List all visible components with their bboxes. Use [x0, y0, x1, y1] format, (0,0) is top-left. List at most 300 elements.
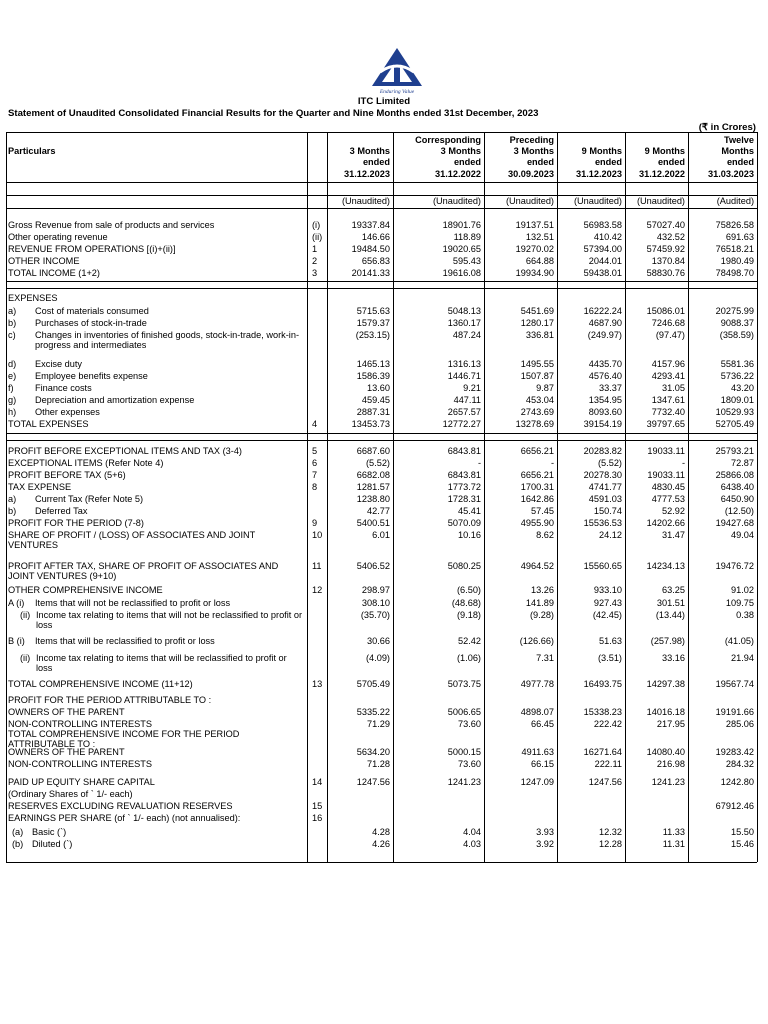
row-value: 19567.74 — [715, 679, 754, 689]
row-label: Items that will not be reclassified to profit or loss — [35, 598, 231, 608]
column-header-line: ended — [362, 157, 390, 168]
row-value: 0.38 — [736, 610, 754, 620]
table-rule — [6, 281, 757, 282]
row-value: 11.33 — [662, 827, 685, 837]
row-label: PAID UP EQUITY SHARE CAPITAL — [8, 777, 155, 787]
row-value: 16271.64 — [583, 747, 622, 757]
row-value: 19934.90 — [515, 268, 554, 278]
row-label: TAX EXPENSE — [8, 482, 72, 492]
column-audit-status: (Unaudited) — [505, 196, 554, 206]
row-value: 1247.09 — [520, 777, 554, 787]
row-value: 336.81 — [525, 330, 554, 340]
row-label: Basic (`) — [32, 827, 67, 837]
row-label: REVENUE FROM OPERATIONS [(i)+(ii)] — [8, 244, 176, 254]
row-value: 6656.21 — [520, 446, 554, 456]
row-value: 91.02 — [731, 585, 754, 595]
table-rule — [6, 862, 757, 863]
row-value: 56983.58 — [583, 220, 622, 230]
row-value: 109.75 — [725, 598, 754, 608]
row-value: 1586.39 — [356, 371, 390, 381]
row-label: Diluted (`) — [32, 839, 73, 849]
row-value: 19033.11 — [647, 446, 685, 456]
row-value: (6.50) — [456, 585, 481, 595]
row-value: 13278.69 — [515, 419, 554, 429]
row-value: 1579.37 — [356, 318, 390, 328]
row-value: 6656.21 — [520, 470, 554, 480]
row-label: PROFIT FOR THE PERIOD ATTRIBUTABLE TO : — [8, 695, 212, 705]
row-value: 19476.72 — [715, 561, 754, 571]
row-value: 2743.69 — [520, 407, 554, 417]
row-value: 73.60 — [458, 719, 481, 729]
row-label: PROFIT BEFORE TAX (5+6) — [8, 470, 126, 480]
row-value: 595.43 — [452, 256, 481, 266]
row-note-number: 8 — [312, 482, 318, 492]
row-value: 18901.76 — [442, 220, 481, 230]
row-value: 1507.87 — [520, 371, 554, 381]
row-value: 19020.65 — [442, 244, 481, 254]
row-prefix: a) — [8, 306, 17, 316]
row-label: Excise duty — [35, 359, 82, 369]
row-label: Items that will be reclassified to profit or loss — [35, 636, 215, 646]
row-value: (41.05) — [724, 636, 754, 646]
row-value: 1347.61 — [651, 395, 685, 405]
row-value: 1773.72 — [447, 482, 481, 492]
row-value: 2044.01 — [588, 256, 622, 266]
row-value: 6.01 — [372, 530, 390, 540]
row-label: PROFIT FOR THE PERIOD (7-8) — [8, 518, 144, 528]
row-value: 19137.51 — [515, 220, 554, 230]
row-value: 1241.23 — [447, 777, 481, 787]
company-name: ITC Limited — [357, 96, 411, 107]
row-value: (13.44) — [655, 610, 685, 620]
row-value: 927.43 — [593, 598, 622, 608]
row-value: 150.74 — [593, 506, 622, 516]
row-label: TOTAL INCOME (1+2) — [8, 268, 100, 278]
row-note-number: (i) — [312, 220, 321, 230]
row-value: 21.94 — [731, 653, 754, 663]
row-value: 57027.40 — [646, 220, 685, 230]
row-value: 52705.49 — [715, 419, 754, 429]
row-label: Purchases of stock-in-trade — [35, 318, 147, 328]
itc-logo — [366, 46, 428, 96]
row-value: 19270.02 — [515, 244, 554, 254]
row-value: 146.66 — [361, 232, 390, 242]
row-value: 67912.46 — [715, 801, 754, 811]
row-value: 5400.51 — [356, 518, 390, 528]
row-value: 4741.77 — [588, 482, 622, 492]
row-label: Employee benefits expense — [35, 371, 148, 381]
row-value: 216.98 — [656, 759, 685, 769]
column-header-line: ended — [453, 157, 481, 168]
row-value: 4.28 — [372, 827, 390, 837]
row-value: (1.06) — [456, 653, 481, 663]
row-label: TOTAL EXPENSES — [8, 419, 89, 429]
column-header-line: Corresponding — [415, 134, 481, 145]
row-value: (5.52) — [597, 458, 622, 468]
row-label: Income tax relating to items that will be reclassified to profit or loss — [36, 653, 287, 673]
row-prefix: f) — [8, 383, 14, 393]
row-value: 42.77 — [367, 506, 390, 516]
row-label: Changes in inventories of finished goods, stock-in-trade, work-in-progress and intermediates — [35, 330, 300, 350]
row-value: 14016.18 — [646, 707, 685, 717]
row-value: (257.98) — [650, 636, 685, 646]
row-value: 71.29 — [367, 719, 390, 729]
row-value: 12.28 — [599, 839, 622, 849]
row-label: Other operating revenue — [8, 232, 108, 242]
row-value: (253.15) — [355, 330, 390, 340]
row-value: 308.10 — [361, 598, 390, 608]
row-prefix: h) — [8, 407, 17, 417]
row-label: Current Tax (Refer Note 5) — [35, 494, 144, 504]
row-prefix: B (i) — [8, 636, 25, 646]
row-label: NON-CONTROLLING INTERESTS — [8, 759, 152, 769]
row-value: 1700.31 — [520, 482, 554, 492]
row-note-number: 4 — [312, 419, 318, 429]
row-prefix: (a) — [12, 827, 24, 837]
row-value: 25793.21 — [715, 446, 754, 456]
column-header-line: ended — [657, 157, 685, 168]
row-value: 14202.66 — [646, 518, 685, 528]
row-value: 4435.70 — [588, 359, 622, 369]
row-value: 19033.11 — [647, 470, 685, 480]
row-value: 3.92 — [536, 839, 554, 849]
row-label: Gross Revenue from sale of products and services — [8, 220, 215, 230]
row-value: 5080.25 — [447, 561, 481, 571]
row-value: - — [477, 458, 481, 468]
row-label: SHARE OF PROFIT / (LOSS) OF ASSOCIATES AND JOINT VENTURES — [8, 530, 256, 550]
row-value: 5000.15 — [447, 747, 481, 757]
row-value: 39797.65 — [646, 419, 685, 429]
logo-tagline: Enduring Value — [379, 89, 415, 95]
column-audit-status: (Unaudited) — [432, 196, 481, 206]
row-label: Deferred Tax — [35, 506, 88, 516]
column-header-line: 3 Months — [513, 146, 554, 157]
column-header-line: Twelve — [724, 134, 754, 145]
row-note-number: 2 — [312, 256, 318, 266]
row-value: 39154.19 — [583, 419, 622, 429]
row-note-number: 5 — [312, 446, 318, 456]
table-rule — [6, 132, 7, 862]
column-header-line: ended — [726, 157, 754, 168]
row-value: 933.10 — [593, 585, 622, 595]
row-value: 432.52 — [656, 232, 685, 242]
row-value: 298.97 — [361, 585, 390, 595]
row-value: 1242.80 — [720, 777, 754, 787]
column-header-line: Preceding — [509, 134, 554, 145]
row-value: 20283.82 — [583, 446, 622, 456]
row-label: Income tax relating to items that will not be reclassified to profit or loss — [36, 610, 303, 630]
row-value: 20278.30 — [583, 470, 622, 480]
row-value: 31.47 — [662, 530, 685, 540]
row-value: (42.45) — [592, 610, 622, 620]
table-rule — [6, 433, 757, 434]
row-value: (249.97) — [587, 330, 622, 340]
row-value: 6682.08 — [356, 470, 390, 480]
row-prefix: e) — [8, 371, 17, 381]
row-value: 5070.09 — [447, 518, 481, 528]
row-value: 31.05 — [662, 383, 685, 393]
row-value: 664.88 — [525, 256, 554, 266]
row-value: 13453.73 — [351, 419, 390, 429]
row-label: OWNERS OF THE PARENT — [8, 747, 125, 757]
table-rule — [6, 288, 757, 289]
row-value: 284.32 — [725, 759, 754, 769]
row-value: 4977.78 — [520, 679, 554, 689]
row-value: 8093.60 — [588, 407, 622, 417]
column-header-line: ended — [526, 157, 554, 168]
row-value: 1316.13 — [447, 359, 481, 369]
row-prefix: b) — [8, 506, 17, 516]
row-value: 4576.40 — [588, 371, 622, 381]
row-value: 447.11 — [453, 395, 481, 405]
row-value: 51.63 — [599, 636, 622, 646]
row-value: 33.16 — [662, 653, 685, 663]
row-value: 5705.49 — [356, 679, 390, 689]
row-value: 15086.01 — [646, 306, 685, 316]
row-value: 1728.31 — [447, 494, 481, 504]
row-label: PROFIT BEFORE EXCEPTIONAL ITEMS AND TAX (3-4) — [8, 446, 242, 456]
row-value: 1642.86 — [520, 494, 554, 504]
row-value: 1809.01 — [720, 395, 754, 405]
row-prefix: (ii) — [20, 653, 31, 663]
row-value: 1238.80 — [356, 494, 390, 504]
row-value: 57459.92 — [646, 244, 685, 254]
row-value: 7.31 — [536, 653, 554, 663]
row-value: 410.42 — [593, 232, 622, 242]
particulars-header: Particulars — [8, 146, 56, 156]
row-label: Other expenses — [35, 407, 100, 417]
row-value: 19427.68 — [715, 518, 754, 528]
row-value: 58830.76 — [646, 268, 685, 278]
row-value: 1247.56 — [588, 777, 622, 787]
row-value: 76518.21 — [715, 244, 754, 254]
row-value: 59438.01 — [583, 268, 622, 278]
row-value: 4898.07 — [520, 707, 554, 717]
row-value: 5073.75 — [447, 679, 481, 689]
row-value: 20141.33 — [351, 268, 390, 278]
row-value: 1446.71 — [447, 371, 481, 381]
row-value: 71.28 — [367, 759, 390, 769]
row-value: (126.66) — [519, 636, 554, 646]
row-value: 13.60 — [367, 383, 390, 393]
row-value: 1370.84 — [651, 256, 685, 266]
row-value: (35.70) — [360, 610, 390, 620]
row-value: (48.68) — [451, 598, 481, 608]
row-prefix: A (i) — [8, 598, 25, 608]
row-value: 222.11 — [594, 759, 622, 769]
row-value: 19616.08 — [442, 268, 481, 278]
row-value: 10.16 — [458, 530, 481, 540]
row-note-number: 11 — [312, 561, 322, 571]
row-value: 73.60 — [458, 759, 481, 769]
row-value: (3.51) — [597, 653, 622, 663]
row-value: 656.83 — [361, 256, 390, 266]
row-value: 15536.53 — [583, 518, 622, 528]
row-value: (358.59) — [719, 330, 754, 340]
row-value: 43.20 — [731, 383, 754, 393]
row-value: 5715.63 — [356, 306, 390, 316]
row-value: 4591.03 — [588, 494, 622, 504]
row-value: 5581.36 — [720, 359, 754, 369]
row-value: (12.50) — [724, 506, 754, 516]
row-value: 7732.40 — [651, 407, 685, 417]
column-audit-status: (Unaudited) — [573, 196, 622, 206]
row-label: Depreciation and amortization expense — [35, 395, 195, 405]
row-note-number: 7 — [312, 470, 318, 480]
row-value: 66.15 — [531, 759, 554, 769]
row-value: - — [550, 458, 554, 468]
row-label: OTHER INCOME — [8, 256, 80, 266]
row-value: 19337.84 — [351, 220, 390, 230]
row-value: 15.50 — [731, 827, 754, 837]
row-prefix: b) — [8, 318, 17, 328]
row-value: 5335.22 — [356, 707, 390, 717]
row-value: 6843.81 — [447, 446, 481, 456]
row-value: 12772.27 — [442, 419, 481, 429]
row-prefix: a) — [8, 494, 17, 504]
row-value: 19283.42 — [715, 747, 754, 757]
row-value: 4.26 — [372, 839, 390, 849]
row-value: 4157.96 — [651, 359, 685, 369]
row-prefix: g) — [8, 395, 17, 405]
row-value: 1360.17 — [447, 318, 481, 328]
column-header-line: 3 Months — [440, 146, 481, 157]
row-value: 4293.41 — [651, 371, 685, 381]
row-note-number: 1 — [312, 244, 318, 254]
row-prefix: (ii) — [20, 610, 31, 620]
row-value: 14297.38 — [646, 679, 685, 689]
row-value: 72.87 — [731, 458, 754, 468]
row-label: RESERVES EXCLUDING REVALUATION RESERVES — [8, 801, 233, 811]
row-value: 15338.23 — [583, 707, 622, 717]
row-value: 30.66 — [367, 636, 390, 646]
row-note-number: (ii) — [312, 232, 323, 242]
row-label: TOTAL COMPREHENSIVE INCOME FOR THE PERIOD ATTRIBUTABLE TO : — [8, 729, 240, 749]
row-value: 453.04 — [525, 395, 554, 405]
row-value: 57.45 — [531, 506, 554, 516]
row-value: 301.51 — [656, 598, 685, 608]
row-value: 1241.23 — [651, 777, 685, 787]
row-value: 3.93 — [536, 827, 554, 837]
row-value: - — [681, 458, 685, 468]
table-rule — [757, 132, 758, 862]
row-note-number: 9 — [312, 518, 318, 528]
row-value: 285.06 — [725, 719, 754, 729]
row-label: OWNERS OF THE PARENT — [8, 707, 125, 717]
row-value: 487.24 — [452, 330, 481, 340]
row-value: 1465.13 — [356, 359, 390, 369]
row-value: 10529.93 — [715, 407, 754, 417]
row-value: 15560.65 — [583, 561, 622, 571]
row-value: 75826.58 — [715, 220, 754, 230]
row-value: 4.03 — [463, 839, 481, 849]
row-note-number: 12 — [312, 585, 323, 595]
table-rule — [6, 132, 757, 133]
table-rule — [6, 208, 757, 209]
row-value: 4.04 — [463, 827, 481, 837]
row-value: 20275.99 — [715, 306, 754, 316]
row-value: (9.28) — [529, 610, 554, 620]
row-note-number: 14 — [312, 777, 323, 787]
row-label: Cost of materials consumed — [35, 306, 149, 316]
row-value: 14234.13 — [646, 561, 685, 571]
column-audit-status: (Audited) — [716, 196, 754, 206]
row-value: 6450.90 — [720, 494, 754, 504]
row-value: 141.89 — [525, 598, 554, 608]
column-header-line: Months — [721, 146, 754, 157]
row-value: 52.42 — [458, 636, 481, 646]
row-value: 6687.60 — [356, 446, 390, 456]
row-label: NON-CONTROLLING INTERESTS — [8, 719, 152, 729]
table-rule — [6, 440, 757, 441]
row-value: 1495.55 — [520, 359, 554, 369]
row-value: 16222.24 — [583, 306, 622, 316]
column-header-line: 31.12.2022 — [639, 168, 685, 179]
row-value: 11.31 — [662, 839, 685, 849]
row-value: 4964.52 — [520, 561, 554, 571]
row-label: EARNINGS PER SHARE (of ` 1/- each) (not annualised): — [8, 813, 241, 823]
row-value: 52.92 — [662, 506, 685, 516]
table-rule — [6, 182, 757, 183]
row-value: 9.21 — [463, 383, 481, 393]
row-value: 16493.75 — [583, 679, 622, 689]
row-value: 1354.95 — [588, 395, 622, 405]
column-header-line: ended — [594, 157, 622, 168]
row-value: 12.32 — [599, 827, 622, 837]
row-value: (97.47) — [655, 330, 685, 340]
row-value: 691.63 — [725, 232, 754, 242]
row-value: 6438.40 — [720, 482, 754, 492]
row-prefix: c) — [8, 330, 16, 340]
row-value: 217.95 — [656, 719, 685, 729]
row-value: 45.41 — [458, 506, 481, 516]
table-rule — [307, 132, 308, 862]
column-header-line: 30.09.2023 — [508, 168, 554, 179]
row-value: 1980.49 — [720, 256, 754, 266]
row-value: (9.18) — [456, 610, 481, 620]
row-value: 132.51 — [525, 232, 554, 242]
row-note-number: 10 — [312, 530, 323, 540]
row-value: 4955.90 — [520, 518, 554, 528]
currency-unit: (₹ in Crores) — [698, 122, 756, 133]
row-value: (4.09) — [365, 653, 390, 663]
row-value: 14080.40 — [646, 747, 685, 757]
row-value: 4687.90 — [588, 318, 622, 328]
row-value: 49.04 — [731, 530, 754, 540]
row-label: OTHER COMPREHENSIVE INCOME — [8, 585, 163, 595]
row-value: 4777.53 — [651, 494, 685, 504]
row-prefix: (b) — [12, 839, 24, 849]
row-value: 5451.69 — [520, 306, 554, 316]
row-value: 8.62 — [536, 530, 554, 540]
row-value: 78498.70 — [715, 268, 754, 278]
row-value: 2657.57 — [447, 407, 481, 417]
row-value: 7246.68 — [651, 318, 685, 328]
row-value: 57394.00 — [583, 244, 622, 254]
row-value: 459.45 — [361, 395, 390, 405]
column-header-line: 31.12.2023 — [344, 168, 390, 179]
row-value: 118.89 — [453, 232, 481, 242]
statement-title: Statement of Unaudited Consolidated Financial Results for the Quarter and Nine Months ended 31st December, 2023 — [8, 108, 539, 119]
row-label: EXCEPTIONAL ITEMS (Refer Note 4) — [8, 458, 164, 468]
row-note-number: 6 — [312, 458, 318, 468]
row-label: EXPENSES — [8, 293, 58, 303]
column-header-line: 31.12.2022 — [435, 168, 481, 179]
row-value: 24.12 — [599, 530, 622, 540]
row-value: 9.87 — [536, 383, 554, 393]
row-value: 9088.37 — [720, 318, 754, 328]
column-header-line: 3 Months — [349, 146, 390, 157]
